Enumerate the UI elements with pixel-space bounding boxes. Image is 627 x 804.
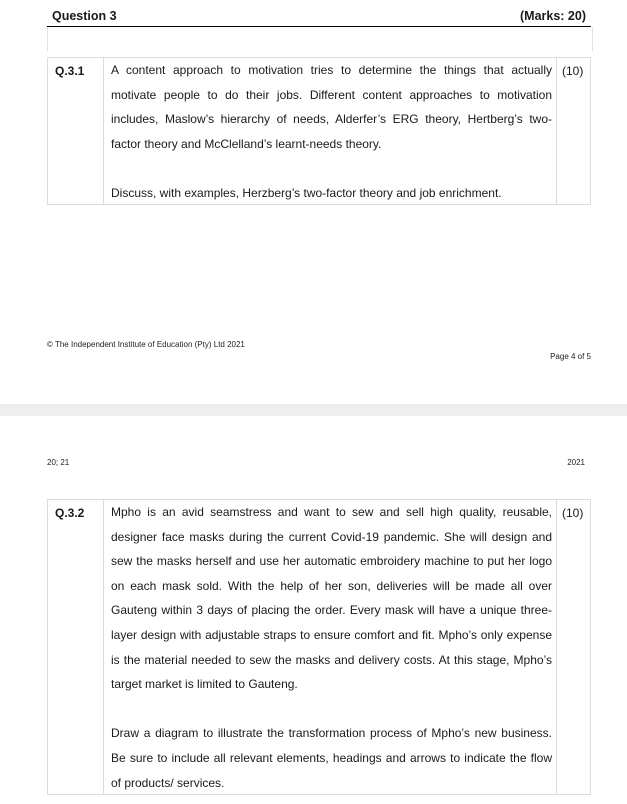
header-spacer — [47, 27, 593, 51]
question-number: Q.3.2 — [48, 500, 104, 794]
question-header — [47, 6, 591, 27]
page-number: Page 4 of 5 — [550, 352, 591, 361]
question-marks-cell: (10) — [556, 58, 590, 204]
question-number: Q.3.1 — [48, 58, 104, 204]
question-marks-cell: (10) — [556, 500, 590, 794]
question-text — [105, 500, 558, 795]
question-3-1-row — [47, 57, 591, 205]
question-paragraph: Mpho is an avid seamstress and want to sew and sell high quality, reusable, designer face masks during the current Covid-19 pandemic. She will design and sew the masks herself and use her automatic embroidery machine to put her logo on each mask sold. With the help of her son, deliveries will be made all over Gauteng within 3 days of placing the order. Every mask will have a unique three-layer design with adjustable straps to ensure comfort and fit. Mpho’s only expense is the material needed to sew the masks and delivery costs. At this stage, Mpho’s target market is limited to Gauteng. — [111, 505, 552, 692]
question-text — [105, 58, 558, 206]
question-3-2-row — [47, 499, 591, 795]
question-instruction: Discuss, with examples, Herzberg’s two-factor theory and job enrichment. — [111, 185, 502, 200]
page-separator — [0, 404, 627, 416]
question-marks: (Marks: 20) — [520, 9, 586, 23]
running-header-right: 2021 — [567, 458, 585, 467]
page-5 — [0, 416, 627, 804]
running-header-left: 20; 21 — [47, 458, 70, 467]
question-instruction: Draw a diagram to illustrate the transformation process of Mpho’s new business. Be sure to include all relevant elements, headings and arrows to indicate the flow of products/ services. — [111, 726, 552, 790]
question-title: Question 3 — [52, 9, 117, 23]
copyright-footer: © The Independent Institute of Education (Pty) Ltd 2021 — [47, 340, 245, 349]
question-paragraph: A content approach to motivation tries to determine the things that actually motivate people to do their jobs. Different content approaches to motivation includes, Maslow’s hierarchy of needs, Alderfer’s ERG theory, Hertberg’s two-factor theory and McClelland’s learnt-needs theory. — [111, 63, 552, 151]
